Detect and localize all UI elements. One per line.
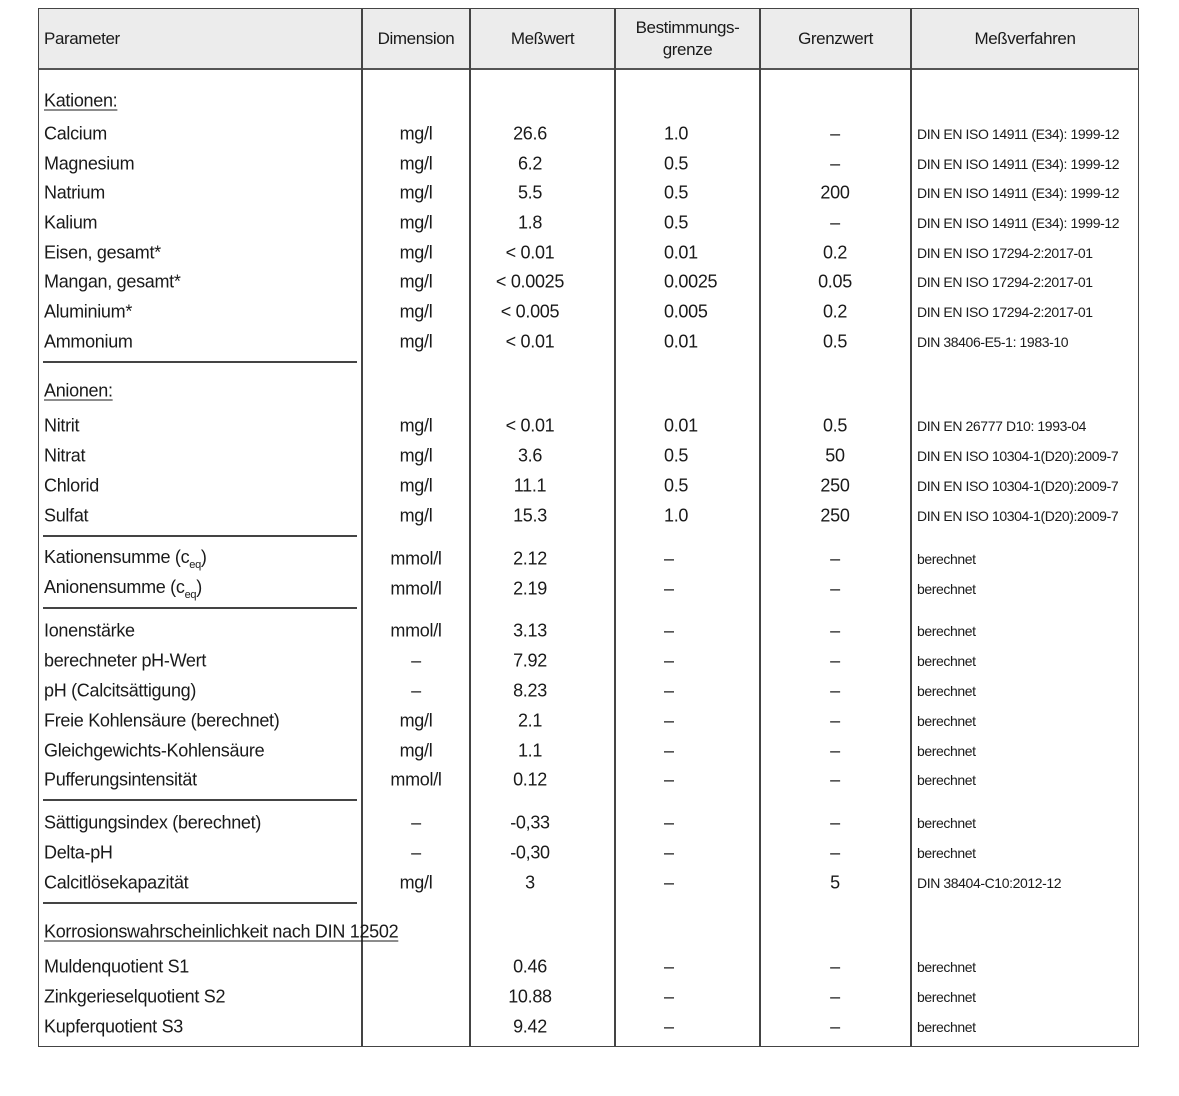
- dimension-cell: mmol/l: [390, 578, 442, 599]
- header-bestimmungsgrenze-line1: Bestimmungs-: [635, 18, 740, 37]
- parameter-label: pH (Calcitsättigung): [44, 680, 197, 701]
- dimension-cell: –: [411, 650, 421, 671]
- parameter-name: [44, 243, 161, 264]
- messwert-cell: -0,30: [510, 842, 550, 863]
- group-separator: [43, 535, 357, 537]
- parameter-label: Pufferungsintensität: [44, 769, 197, 790]
- bestimmungsgrenze-cell: –: [664, 620, 674, 641]
- messverfahren-cell: berechnet: [917, 989, 976, 1005]
- messwert-cell: 8.23: [513, 680, 547, 701]
- messverfahren-cell: DIN EN ISO 17294-2:2017-01: [917, 245, 1093, 261]
- parameter-label: Aluminium*: [44, 301, 133, 322]
- parameter-label: Kationensumme (c: [44, 547, 190, 568]
- messwert-cell: < 0.005: [500, 301, 560, 322]
- header-messverfahren: Meßverfahren: [974, 29, 1076, 48]
- column-divider: [759, 8, 761, 1047]
- parameter-name: [44, 681, 196, 702]
- messverfahren-cell: berechnet: [917, 959, 976, 975]
- messwert-cell: 1.1: [517, 740, 543, 761]
- bestimmungsgrenze-cell: 0.5: [664, 153, 689, 174]
- parameter-label: Nitrit: [44, 415, 80, 436]
- parameter-label: Nitrat: [44, 445, 86, 466]
- messverfahren-cell: berechnet: [917, 551, 976, 567]
- parameter-name: [44, 711, 279, 732]
- bestimmungsgrenze-cell: –: [664, 740, 674, 761]
- parameter-label: Magnesium: [44, 153, 135, 174]
- grenzwert-cell: 0.2: [822, 242, 848, 263]
- messwert-cell: -0,33: [510, 812, 550, 833]
- parameter-label: Gleichgewichts-Kohlensäure: [44, 740, 265, 761]
- grenzwert-cell: –: [830, 956, 840, 977]
- dimension-cell: mg/l: [399, 475, 433, 496]
- parameter-label: Sättigungsindex (berechnet): [44, 812, 262, 833]
- parameter-name: [44, 621, 135, 642]
- group-separator: [43, 607, 357, 609]
- messverfahren-cell: berechnet: [917, 743, 976, 759]
- parameter-name: [44, 770, 197, 791]
- grenzwert-cell: 250: [820, 505, 850, 526]
- bestimmungsgrenze-cell: –: [664, 872, 674, 893]
- group-separator: [43, 361, 357, 363]
- dimension-cell: mg/l: [399, 710, 433, 731]
- bestimmungsgrenze-cell: –: [664, 812, 674, 833]
- parameter-suffix: ): [200, 547, 207, 568]
- bestimmungsgrenze-cell: 0.01: [664, 242, 698, 263]
- grenzwert-cell: –: [830, 812, 840, 833]
- dimension-cell: mmol/l: [390, 769, 442, 790]
- messwert-cell: 11.1: [513, 475, 547, 496]
- messverfahren-cell: DIN EN ISO 14911 (E34): 1999-12: [917, 215, 1120, 231]
- dimension-cell: mg/l: [399, 415, 433, 436]
- messverfahren-cell: DIN EN ISO 10304-1(D20):2009-7: [917, 508, 1119, 524]
- parameter-label: Mangan, gesamt*: [44, 271, 181, 292]
- header-bestimmungsgrenze-line2: grenze: [662, 40, 713, 59]
- bestimmungsgrenze-cell: –: [664, 680, 674, 701]
- parameter-name: [44, 416, 79, 437]
- bestimmungsgrenze-cell: 0.5: [664, 445, 689, 466]
- parameter-label: Eisen, gesamt*: [44, 242, 161, 263]
- messwert-cell: 15.3: [513, 505, 547, 526]
- messwert-cell: < 0.01: [505, 331, 555, 352]
- bestimmungsgrenze-cell: –: [664, 956, 674, 977]
- grenzwert-cell: –: [830, 680, 840, 701]
- messverfahren-cell: DIN EN 26777 D10: 1993-04: [917, 418, 1086, 434]
- parameter-name: [44, 183, 105, 204]
- header-dimension: Dimension: [377, 29, 455, 48]
- messverfahren-cell: berechnet: [917, 623, 976, 639]
- grenzwert-cell: –: [830, 842, 840, 863]
- bestimmungsgrenze-cell: –: [664, 1016, 674, 1037]
- parameter-name: [44, 741, 264, 762]
- messwert-cell: 26.6: [513, 123, 547, 144]
- bestimmungsgrenze-cell: 0.01: [664, 331, 698, 352]
- grenzwert-cell: –: [830, 123, 840, 144]
- bestimmungsgrenze-cell: 1.0: [664, 505, 689, 526]
- messwert-cell: < 0.0025: [495, 271, 565, 292]
- dimension-cell: mg/l: [399, 445, 433, 466]
- section-heading: Anionen:: [44, 380, 113, 401]
- section-heading: Kationen:: [44, 90, 118, 111]
- messwert-cell: 0.46: [513, 956, 547, 977]
- messwert-cell: < 0.01: [505, 415, 555, 436]
- messverfahren-cell: DIN EN ISO 17294-2:2017-01: [917, 304, 1093, 320]
- parameter-name: [44, 332, 133, 353]
- grenzwert-cell: –: [830, 212, 840, 233]
- bestimmungsgrenze-cell: –: [664, 986, 674, 1007]
- parameter-name: [44, 124, 107, 145]
- bestimmungsgrenze-cell: –: [664, 769, 674, 790]
- header-parameter: Parameter: [44, 29, 120, 48]
- dimension-cell: mg/l: [399, 123, 433, 144]
- parameter-name: [44, 873, 188, 894]
- bestimmungsgrenze-cell: 0.01: [664, 415, 698, 436]
- messwert-cell: 7.92: [513, 650, 547, 671]
- parameter-label: Zinkgerieselquotient S2: [44, 986, 226, 1007]
- messverfahren-cell: berechnet: [917, 1019, 976, 1035]
- messverfahren-cell: DIN EN ISO 10304-1(D20):2009-7: [917, 478, 1119, 494]
- parameter-name: [44, 213, 97, 234]
- bestimmungsgrenze-cell: –: [664, 650, 674, 671]
- grenzwert-cell: 0.2: [822, 301, 848, 322]
- parameter-name: [44, 302, 132, 323]
- bestimmungsgrenze-cell: 0.5: [664, 212, 689, 233]
- bestimmungsgrenze-cell: 0.005: [664, 301, 708, 322]
- grenzwert-cell: 50: [825, 445, 845, 466]
- grenzwert-cell: 5: [830, 872, 840, 893]
- parameter-name: [44, 957, 189, 978]
- parameter-subscript: eq: [184, 588, 197, 601]
- parameter-label: berechneter pH-Wert: [44, 650, 207, 671]
- parameter-name: [44, 476, 99, 497]
- grenzwert-cell: –: [830, 650, 840, 671]
- column-divider: [910, 8, 912, 1047]
- dimension-cell: –: [411, 680, 421, 701]
- grenzwert-cell: 0.5: [822, 331, 848, 352]
- grenzwert-cell: 0.5: [822, 415, 848, 436]
- dimension-cell: mg/l: [399, 331, 433, 352]
- header-messwert: Meßwert: [510, 29, 575, 48]
- parameter-label: Sulfat: [44, 505, 89, 526]
- dimension-cell: mg/l: [399, 505, 433, 526]
- messverfahren-cell: berechnet: [917, 683, 976, 699]
- messwert-cell: 6.2: [517, 153, 543, 174]
- messwert-cell: 2.12: [513, 548, 547, 569]
- messverfahren-cell: DIN EN ISO 10304-1(D20):2009-7: [917, 448, 1119, 464]
- messverfahren-cell: berechnet: [917, 772, 976, 788]
- parameter-label: Anionensumme (c: [44, 577, 185, 598]
- dimension-cell: –: [411, 812, 421, 833]
- bestimmungsgrenze-cell: 0.5: [664, 475, 689, 496]
- bestimmungsgrenze-cell: 0.0025: [664, 271, 718, 292]
- messverfahren-cell: DIN EN ISO 14911 (E34): 1999-12: [917, 185, 1120, 201]
- messverfahren-cell: DIN EN ISO 14911 (E34): 1999-12: [917, 156, 1120, 172]
- dimension-cell: mg/l: [399, 153, 433, 174]
- grenzwert-cell: 200: [820, 182, 850, 203]
- bestimmungsgrenze-cell: –: [664, 578, 674, 599]
- messverfahren-cell: DIN 38406-E5-1: 1983-10: [917, 334, 1069, 350]
- header-bestimmungsgrenze: [615, 8, 760, 70]
- messverfahren-cell: berechnet: [917, 713, 976, 729]
- grenzwert-cell: –: [830, 710, 840, 731]
- parameter-name: [44, 843, 113, 864]
- parameter-label: Ammonium: [44, 331, 133, 352]
- messverfahren-cell: berechnet: [917, 581, 976, 597]
- grenzwert-cell: –: [830, 1016, 840, 1037]
- parameter-label: Kupferquotient S3: [44, 1016, 184, 1037]
- grenzwert-cell: –: [830, 153, 840, 174]
- messwert-cell: 10.88: [508, 986, 552, 1007]
- dimension-cell: mg/l: [399, 242, 433, 263]
- grenzwert-cell: 0.05: [818, 271, 852, 292]
- messverfahren-cell: berechnet: [917, 815, 976, 831]
- parameter-name: [44, 577, 202, 601]
- messwert-cell: 2.19: [513, 578, 547, 599]
- messwert-cell: 2.1: [517, 710, 543, 731]
- dimension-cell: mg/l: [399, 212, 433, 233]
- parameter-name: [44, 272, 181, 293]
- parameter-label: Freie Kohlensäure (berechnet): [44, 710, 280, 731]
- messwert-cell: 9.42: [513, 1016, 547, 1037]
- messverfahren-cell: berechnet: [917, 653, 976, 669]
- messwert-cell: 3.6: [517, 445, 543, 466]
- parameter-name: [44, 446, 85, 467]
- dimension-cell: mmol/l: [390, 548, 442, 569]
- bestimmungsgrenze-cell: –: [664, 548, 674, 569]
- parameter-suffix: ): [196, 577, 202, 598]
- parameter-name: [44, 547, 207, 571]
- dimension-cell: mg/l: [399, 740, 433, 761]
- parameter-label: Muldenquotient S1: [44, 956, 190, 977]
- grenzwert-cell: –: [830, 620, 840, 641]
- section-heading: Korrosionswahrscheinlichkeit nach DIN 12502: [44, 921, 399, 942]
- parameter-label: Natrium: [44, 182, 105, 203]
- parameter-label: Delta-pH: [44, 842, 113, 863]
- messwert-cell: 3: [525, 872, 535, 893]
- dimension-cell: mg/l: [399, 301, 433, 322]
- bestimmungsgrenze-cell: 0.5: [664, 182, 689, 203]
- parameter-name: [44, 1017, 183, 1038]
- messwert-cell: 3.13: [513, 620, 547, 641]
- dimension-cell: –: [411, 842, 421, 863]
- grenzwert-cell: –: [830, 578, 840, 599]
- bestimmungsgrenze-cell: –: [664, 710, 674, 731]
- messwert-cell: 0.12: [513, 769, 547, 790]
- parameter-name: [44, 506, 88, 527]
- column-divider: [614, 8, 616, 1047]
- parameter-name: [44, 651, 206, 672]
- messverfahren-cell: DIN EN ISO 14911 (E34): 1999-12: [917, 126, 1120, 142]
- messverfahren-cell: DIN 38404-C10:2012-12: [917, 875, 1062, 891]
- messwert-cell: < 0.01: [505, 242, 555, 263]
- parameter-label: Calcitlösekapazität: [44, 872, 189, 893]
- parameter-label: Calcium: [44, 123, 107, 144]
- grenzwert-cell: –: [830, 740, 840, 761]
- dimension-cell: mg/l: [399, 872, 433, 893]
- parameter-label: Ionenstärke: [44, 620, 135, 641]
- parameter-name: [44, 813, 261, 834]
- messverfahren-cell: DIN EN ISO 17294-2:2017-01: [917, 274, 1093, 290]
- parameter-name: [44, 154, 134, 175]
- parameter-subscript: eq: [189, 558, 201, 571]
- dimension-cell: mg/l: [399, 182, 433, 203]
- group-separator: [43, 799, 357, 801]
- grenzwert-cell: –: [830, 769, 840, 790]
- group-separator: [43, 902, 357, 904]
- bestimmungsgrenze-cell: 1.0: [664, 123, 689, 144]
- grenzwert-cell: –: [830, 986, 840, 1007]
- messverfahren-cell: berechnet: [917, 845, 976, 861]
- messwert-cell: 1.8: [517, 212, 543, 233]
- bestimmungsgrenze-cell: –: [664, 842, 674, 863]
- grenzwert-cell: 250: [820, 475, 850, 496]
- parameter-label: Kalium: [44, 212, 98, 233]
- grenzwert-cell: –: [830, 548, 840, 569]
- messwert-cell: 5.5: [517, 182, 543, 203]
- parameter-name: [44, 987, 225, 1008]
- header-grenzwert: Grenzwert: [798, 29, 873, 48]
- dimension-cell: mmol/l: [390, 620, 442, 641]
- dimension-cell: mg/l: [399, 271, 433, 292]
- parameter-label: Chlorid: [44, 475, 99, 496]
